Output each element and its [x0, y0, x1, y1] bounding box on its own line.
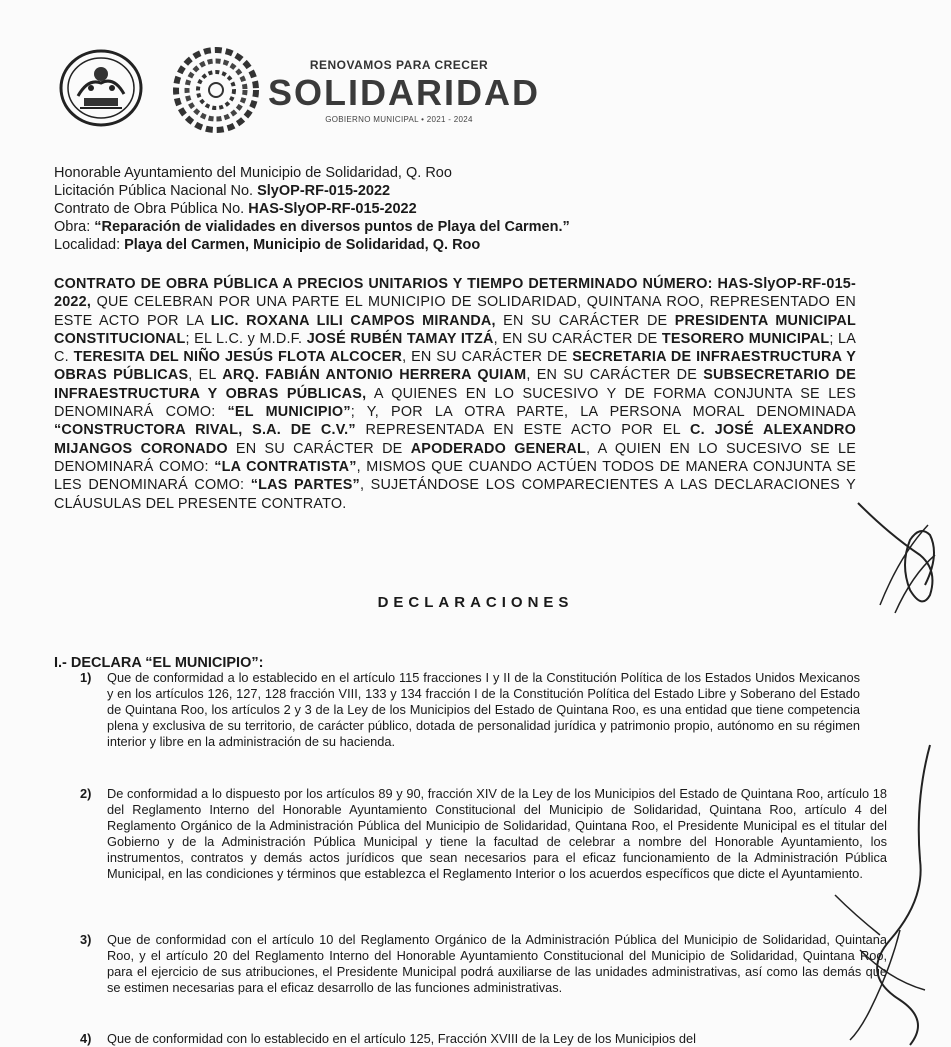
preamble-party: “LAS PARTES”: [250, 477, 360, 494]
meta-localidad-value: Playa del Carmen, Municipio de Solidaridad, Q. Roo: [124, 237, 481, 253]
preamble-party: “LA CONTRATISTA”: [214, 458, 357, 475]
signature-mark-top: [850, 495, 945, 620]
preamble-text: ; Y, POR LA OTRA PARTE, LA PERSONA MORAL DENOMINADA: [350, 404, 856, 421]
item-number: 1): [80, 670, 92, 685]
municipal-seal-icon: [58, 48, 144, 128]
preamble-name: TERESITA DEL NIÑO JESÚS FLOTA ALCOCER: [73, 349, 403, 366]
meta-licitacion-value: SlyOP-RF-015-2022: [257, 183, 391, 199]
preamble-text: EN SU CARÁCTER DE: [227, 440, 411, 457]
item-number: 4): [80, 1031, 92, 1046]
brand-block: [268, 58, 540, 124]
meta-line-5: [54, 236, 854, 254]
item-text: Que de conformidad con el artículo 10 del Reglamento Orgánico de la Administración Pública del Municipio de Solidaridad, Quintana Roo, y el artículo 20 del Reglamento Interno del Honorable Ayuntamiento Constitucional del Municipio de Solidaridad, Quintana Roo, para el ejercicio de sus atribuciones, el Presidente Municipal podrá auxiliarse de las unidades administrativas, así como las demás que se estimen necesarias para el eficaz desarrollo de las funciones administrativas.: [107, 932, 887, 995]
meta-obra-label: Obra:: [54, 219, 95, 235]
meta-line-1: [54, 164, 854, 182]
preamble-name: ARQ. FABIÁN ANTONIO HERRERA QUIAM: [222, 367, 527, 384]
brand-tagline: RENOVAMOS PARA CRECER: [309, 58, 489, 72]
preamble-role: SECRETARIA DE INFRAESTRUCTURA Y OBRAS PÚBLICAS: [54, 349, 856, 384]
preamble-name: LIC. ROXANA LILI CAMPOS MIRANDA,: [210, 312, 496, 329]
preamble-text: ; EL L.C. y M.D.F.: [185, 330, 307, 347]
preamble-text: A QUIENES EN LO SUCESIVO Y DE FORMA CONJUNTA SE LES DENOMINARÁ COMO:: [54, 385, 856, 421]
brand-name: SOLIDARIDAD: [268, 72, 540, 113]
preamble-party: “CONSTRUCTORA RIVAL, S.A. DE C.V.”: [54, 422, 356, 439]
preamble-text: , SUJETÁNDOSE LOS COMPARECIENTES A LAS DECLARACIONES Y CLÁUSULAS DEL PRESENTE CONTRATO.: [54, 477, 856, 512]
solidaridad-mandala-icon: [172, 46, 260, 134]
item-number: 2): [80, 786, 92, 801]
contract-meta: [54, 164, 854, 254]
meta-line-3: [54, 200, 854, 218]
item-number: 3): [80, 932, 92, 947]
item-text: De conformidad a lo dispuesto por los artículos 89 y 90, fracción XIV de la Ley de los Municipios del Estado de Quintana Roo, artículo 18 del Reglamento Interno del Honorable Ayuntamiento Constitucional del Municipio de Solidaridad, Quintana Roo, artículo 4 del Reglamento Orgánico de la Administración Pública del Municipio de Solidaridad, Quintana Roo, el Presidente Municipal es el titular del Gobierno y de la Administración Pública Municipal y tiene la facultad de celebrar a nombre del Honorable Ayuntamiento, los instrumentos, contratos y demás actos jurídicos que sean necesarios para el eficaz funcionamiento de la Administración Pública Municipal, en las condiciones y términos que establezca el Reglamento Interior o los acuerdos específicos que dicte el Ayuntamiento.: [107, 786, 887, 881]
preamble-role: PRESIDENTA MUNICIPAL CONSTITUCIONAL: [54, 312, 856, 347]
meta-ayuntamiento: Honorable Ayuntamiento del Municipio de Solidaridad, Q. Roo: [54, 165, 452, 181]
list-item: [80, 1031, 887, 1047]
preamble-text: , EL: [188, 367, 223, 384]
declara-heading: I.- DECLARA “EL MUNICIPIO”:: [54, 655, 264, 671]
contract-preamble: [54, 275, 856, 513]
item-text: Que de conformidad a lo establecido en el artículo 115 fracciones I y II de la Constitución Política de los Estados Unidos Mexicanos y en los artículos 126, 127, 128 fracción VIII, 133 y 134 fracción I de la Constitución Política del Estado Libre y Soberano del Estado de Quintana Roo, los artículos 2 y 3 de la Ley de los Municipios del Estado de Quintana Roo, es una entidad que tiene competencia plena y exclusiva de su territorio, de carácter público, dotada de personalidad jurídica y patrimonio propio, autónomo en su régimen interior y libre en la administración de su hacienda.: [107, 670, 860, 749]
list-item: [80, 786, 887, 882]
preamble-name: JOSÉ RUBÉN TAMAY ITZÁ: [306, 330, 494, 347]
meta-licitacion-label: Licitación Pública Nacional No.: [54, 183, 258, 199]
meta-line-2: [54, 182, 854, 200]
preamble-text: , EN SU CARÁCTER DE: [526, 367, 704, 384]
brand-subtitle: GOBIERNO MUNICIPAL • 2021 - 2024: [325, 115, 473, 124]
preamble-text: EN SU CARÁCTER DE: [495, 312, 675, 329]
preamble-text: REPRESENTADA EN ESTE ACTO POR EL: [355, 422, 691, 439]
meta-localidad-label: Localidad:: [54, 237, 125, 253]
preamble-text: QUE CELEBRAN POR UNA PARTE EL MUNICIPIO DE SOLIDARIDAD, QUINTANA ROO, REPRESENTADO EN ESTE ACTO POR LA: [54, 294, 856, 329]
preamble-party: “EL MUNICIPIO”: [227, 404, 351, 421]
meta-contrato-label: Contrato de Obra Pública No.: [54, 201, 249, 217]
declaration-list: [80, 670, 887, 1046]
list-item: [80, 932, 887, 996]
meta-line-4: [54, 218, 854, 236]
item-text: Que de conformidad con lo establecido en el artículo 125, Fracción XVIII de la Ley de los Municipios del: [107, 1031, 696, 1046]
preamble-role: APODERADO GENERAL: [410, 440, 586, 457]
preamble-role: SUBSECRETARIO DE INFRAESTRUCTURA Y OBRAS PÚBLICAS,: [54, 367, 857, 402]
preamble-role: TESORERO MUNICIPAL: [661, 330, 830, 347]
signature-mark-bottom: [830, 740, 945, 1047]
preamble-title: CONTRATO DE OBRA PÚBLICA A PRECIOS UNITARIOS Y TIEMPO DETERMINADO NÚMERO: HAS-SlyOP-RF-015-2022,: [54, 276, 856, 311]
preamble-text: , MISMOS QUE CUANDO ACTÚEN TODOS DE MANERA CONJUNTA SE LES DENOMINARÁ COMO:: [54, 458, 856, 494]
section-title: DECLARACIONES: [377, 594, 574, 611]
preamble-text: , EN SU CARÁCTER DE: [493, 330, 662, 347]
list-item: [80, 670, 860, 750]
preamble-text: , EN SU CARÁCTER DE: [402, 349, 573, 366]
preamble-name: C. JOSÉ ALEXANDRO MIJANGOS CORONADO: [54, 422, 856, 457]
meta-contrato-value: HAS-SlyOP-RF-015-2022: [248, 201, 417, 217]
preamble-text: , A QUIEN EN LO SUCESIVO SE LE DENOMINARÁ COMO:: [54, 440, 856, 475]
preamble-text: ; LA C.: [54, 330, 857, 366]
meta-obra-value: “Reparación de vialidades en diversos puntos de Playa del Carmen.”: [94, 219, 570, 235]
